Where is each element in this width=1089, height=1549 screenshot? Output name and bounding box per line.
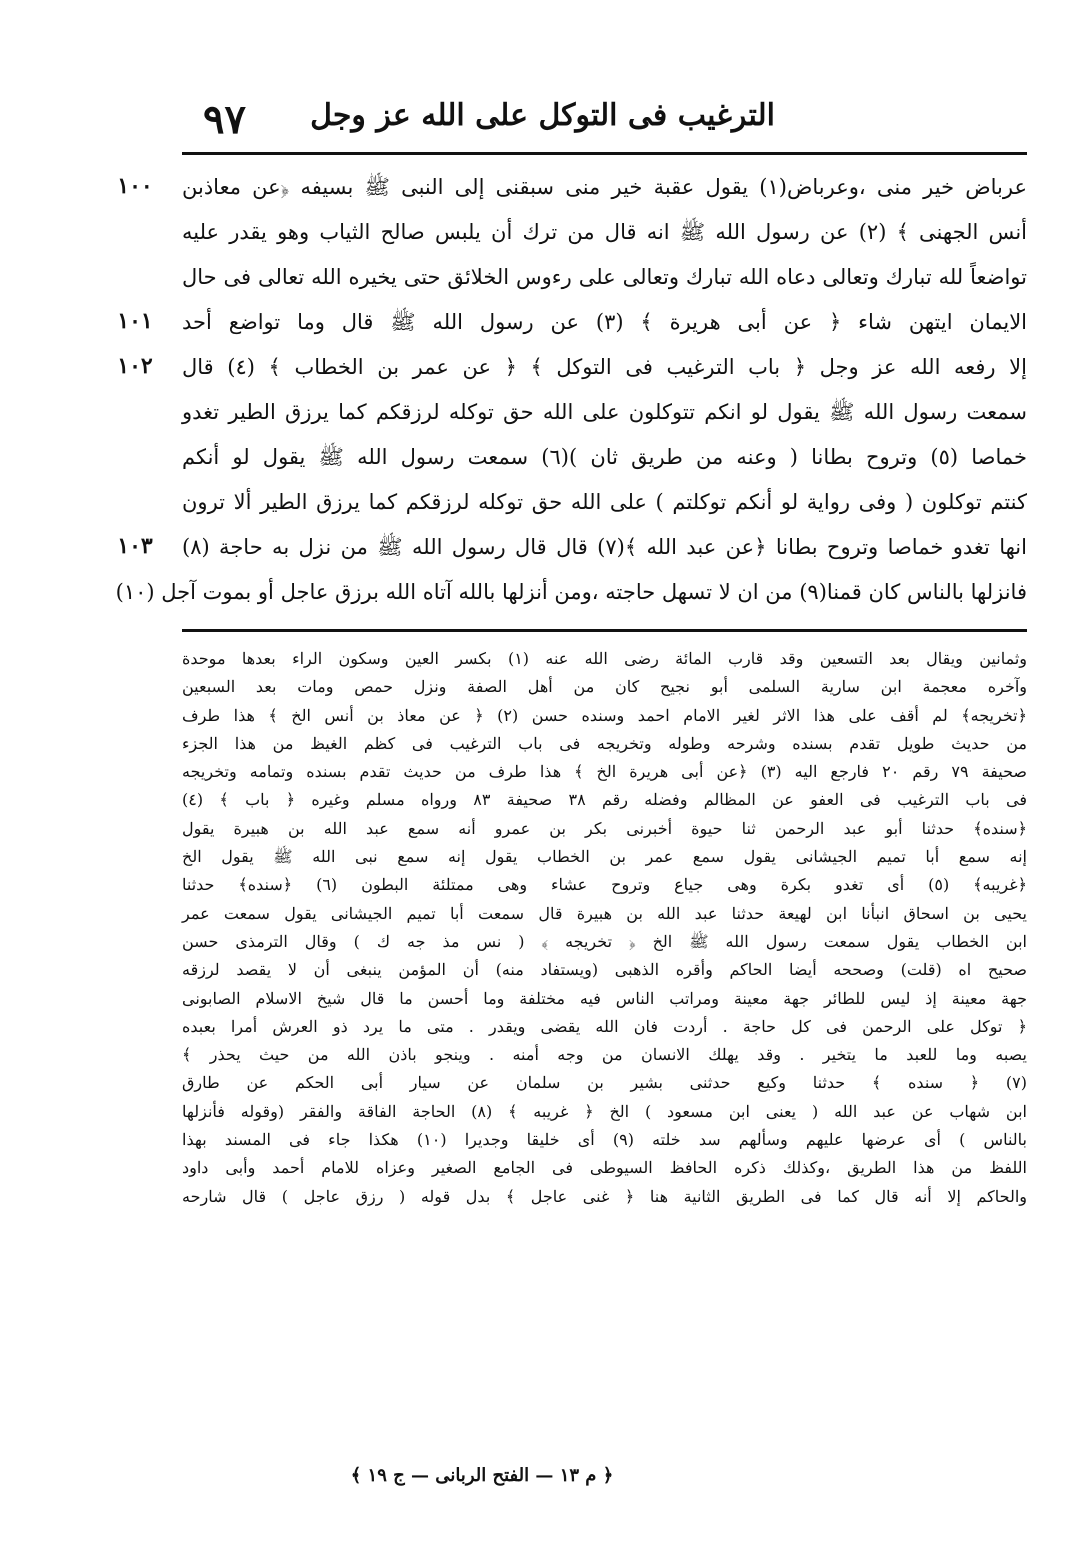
footnote-line: يحيى بن اسحاق انبأنا ابن لهيعة حدثنا عبد الله بن هبيرة قال سمعت أبا تميم الجيشانى يقول سمعت عمر xyxy=(182,903,1028,923)
hadith-number: ١٠١ xyxy=(117,308,153,334)
footnote-line: جهة معينة إذ ليس للطائر جهة معينة ومراتب الناس فيه مختلفة وما أحسن ما قال شيخ الاسلام الصابونى xyxy=(182,988,1028,1008)
main-text-line: عرباض خير منى ،وعرباض(١) يقول عقبة خير منى سبقنى إلى النبى ﷺ بسيفه ﴿عن معاذبن xyxy=(182,175,1027,199)
footnote-line: وثمانين ويقال بعد التسعين وقد قارب المائة رضى الله عنه (١) بكسر العين وسكون الراء بعدها موحدة xyxy=(182,649,1027,668)
main-text-line: أنس الجهنى ﴾ (٢) عن رسول الله ﷺ انه قال من ترك أن يلبس صالح الثياب وهو يقدر عليه xyxy=(182,220,1027,244)
main-text-line: سمعت رسول الله ﷺ يقول لو انكم تتوكلون على الله حق توكله لرزقكم كما يرزق الطير تغدو xyxy=(182,400,1027,424)
footnote-line: بالناس ) أى عرضها عليهم وسألهم سد خلته (٩) أى خليقا وجديرا (١٠) هكذا جاء فى المسند بهذا xyxy=(182,1130,1027,1150)
footnote-line: إنه سمع أبا تميم الجيشانى يقول سمع عمر بن الخطاب يقول إنه سمع نبى الله ﷺ يقول الخ xyxy=(182,847,1027,867)
footnote-line: من حديث طويل تقدم بسنده وشرحه وطوله وتخريجه فى باب الترغيب فى كظم الغيظ من هذا الجزء xyxy=(182,733,1027,753)
main-text-line: كنتم توكلون ( وفى رواية لو أنكم توكلتم ) على الله حق توكله لرزقكم كما يرزق الطير ألا ترون xyxy=(182,490,1027,514)
main-text-line: إلا رفعه الله عز وجل ﴿ باب الترغيب فى التوكل ﴾ ﴿ عن عمر بن الخطاب ﴾ (٤) قال xyxy=(182,355,1027,379)
footnote-line: (٧) ﴿ سنده ﴾ حدثنا وكيع حدثنى بشير بن سلمان عن سيار أبى الحكم عن طارق xyxy=(182,1073,1027,1093)
hadith-number: ١٠٠ xyxy=(117,173,153,199)
hadith-number: ١٠٣ xyxy=(117,533,153,559)
footnote-line: فى باب الترغيب فى العفو عن المظالم وفضله رقم ٣٨ صحيفة ٨٣ ورواه مسلم وغيره ﴿ باب ﴾ (٤) xyxy=(182,790,1027,810)
footnote-line: ﴿تخريجه﴾ لم أقف على هذا الاثر لغير الامام احمد وسنده حسن (٢) ﴿ عن معاذ بن أنس الخ ﴾ هذا طرف xyxy=(182,705,1027,725)
footnote-line: والحاكم إلا أنه قال كما فى الطريق الثانية هنا ﴿ غنى عاجل ﴾ بدل قوله ( رزق عاجل ) قال شارحه xyxy=(182,1186,1027,1206)
running-title: الترغيب فى التوكل على الله عز وجل xyxy=(310,98,775,133)
signature-mark: ﴿ م ١٣ — الفتح الربانى — ج ١٩ ﴾ xyxy=(350,1465,614,1486)
footnote-line: صحيح اه (قلت) وصححه أيضا الحاكم وأقره الذهبى (ويستفاد منه) أن المؤمن ينبغى أن لا يقصد لرزقه xyxy=(182,960,1027,980)
footnote-line: وآخره معجمة ابن سارية السلمى أبو نجيح كان من أهل الصفة ونزل حمص ومات بعد السبعين xyxy=(182,677,1027,697)
footnote-line: ﴿غريبه﴾ (٥) أى تغدو بكرة وهى جياع وتروح عشاء وهى ممتلئة البطون (٦) ﴿سنده﴾ حدثنا xyxy=(182,875,1027,895)
footnote-line: ﴿ توكل على الرحمن فى كل حاجة . أردت فان الله يقضى ويقدر . متى ما يرد ذو العرش أمرا بعبده xyxy=(182,1016,1027,1036)
main-text-line: فانزلها بالناس كان قمنا(٩) من ان لا تسهل حاجته ،ومن أنزلها بالله آتاه الله برزق عاجل أو بموت آجل (١٠) xyxy=(115,580,1027,604)
main-text-line: الايمان ايتهن شاء ﴿ عن أبى هريرة ﴾ (٣) عن رسول الله ﷺ قال وما تواضع أحد xyxy=(182,310,1028,334)
page-number: ٩٧ xyxy=(203,96,246,143)
main-text-line: تواضعاً لله تبارك وتعالى دعاه الله تبارك وتعالى على رءوس الخلائق حتى يخيره الله تعالى فى حال xyxy=(182,265,1027,289)
main-text-line: خماصا (٥) وتروح بطانا ( وعنه من طريق ثان )(٦) سمعت رسول الله ﷺ يقول لو أنكم xyxy=(182,445,1027,469)
footnote-line: يصبه وما للعبد ما يتخير . وقد يهلك الانسان من وجه أمنه . وينجو باذن الله من حيث يحذر ﴾ xyxy=(182,1045,1027,1065)
page-header xyxy=(185,88,1025,148)
footnote-line: ابن الخطاب يقول سمعت رسول الله ﷺ الخ ﴿ تخريجه ﴾ ( نس مذ جه ك ) وقال الترمذى حسن xyxy=(182,931,1027,951)
header-rule xyxy=(182,152,1027,155)
footnote-line: اللفظ من هذا الطريق ،وكذلك ذكره الحافظ السيوطى فى الجامع الصغير وعزاه للامام أحمد وأبى داود xyxy=(182,1158,1027,1178)
footnotes xyxy=(182,645,1027,1211)
hadith-number: ١٠٢ xyxy=(117,353,153,379)
main-text-line: انها تغدو خماصا وتروح بطانا ﴿عن عبد الله ﴾(٧) قال قال رسول الله ﷺ من نزل به حاجة (٨) xyxy=(182,535,1027,559)
footnote-rule xyxy=(182,629,1027,632)
footnote-line: صحيفة ٧٩ رقم ٢٠ فارجع اليه (٣) ﴿عن أبى هريرة الخ ﴾ هذا طرف من حديث تقدم بسنده وتمامه وتخريجه xyxy=(182,762,1027,782)
footnote-line: ﴿سنده﴾ حدثنا أبو عبد الرحمن ثنا حيوة أخبرنى بكر بن عمرو أنه سمع عبد الله بن هبيرة يقول xyxy=(182,818,1027,838)
footnote-line: ابن شهاب عن عبد الله ( يعنى ابن مسعود ) الخ ﴿ غريبه ﴾ (٨) الحاجة الفاقة والفقر (وقوله فأنزلها xyxy=(182,1101,1027,1121)
